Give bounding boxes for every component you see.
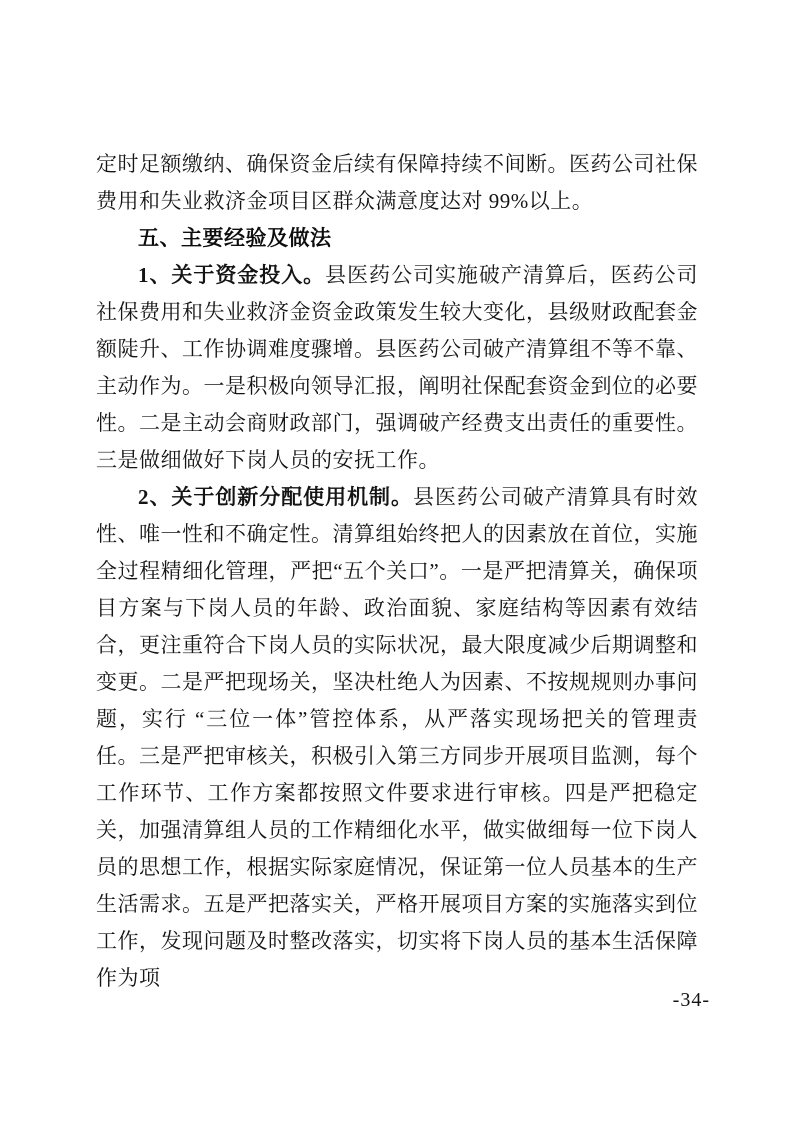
paragraph-2-text: 县医药公司破产清算具有时效性、唯一性和不确定性。清算组始终把人的因素放在首位，实施全过程精细化管理，严把“五个关口”。一是严把清算关，确保项目方案与下岗人员的年龄、政治面貌、家庭结构等因素有效结合，更注重符合下岗人员的实际状况，最大限度减少后期调整和变更。二是严把现场关，坚决杜绝人为因素、不按规规则办事问题，实行 “三位一体”管控体系，从严落实现场把关的管理责任。三是严把审核关，积极引入第三方同步开展项目监测，每个工作环节、工作方案都按照文件要求进行审核。四是严把稳定关，加强清算组人员的工作精细化水平，做实做细每一位下岗人员的思想工作，根据实际家庭情况，保证第一位人员基本的生产生活需求。五是严把落实关，严格开展项目方案的实施落实到位工作，发现问题及时整改落实，切实将下岗人员的基本生活保障作为项: [96, 485, 699, 990]
document-body: [96, 146, 698, 997]
paragraph-continuation: 定时足额缴纳、确保资金后续有保障持续不间断。医药公司社保费用和失业救济金项目区群众满意度达对 99%以上。: [96, 152, 698, 213]
page-number: -34-: [672, 989, 710, 1011]
paragraph-1-lead: 1、关于资金投入。: [138, 263, 326, 287]
paragraph-2: [96, 479, 698, 997]
paragraph-1-text: 县医药公司实施破产清算后，医药公司社保费用和失业救济金资金政策发生较大变化，县级财政配套金额陡升、工作协调难度骤增。县医药公司破产清算组不等不靠、主动作为。一是积极向领导汇报，阐明社保配套资金到位的必要性。二是主动会商财政部门，强调破产经费支出责任的重要性。三是做细做好下岗人员的安抚工作。: [96, 263, 698, 472]
paragraph-1: [96, 257, 698, 479]
section-heading: 五、主要经验及做法: [138, 227, 332, 250]
paragraph-2-lead: 2、关于创新分配使用机制。: [138, 485, 413, 509]
